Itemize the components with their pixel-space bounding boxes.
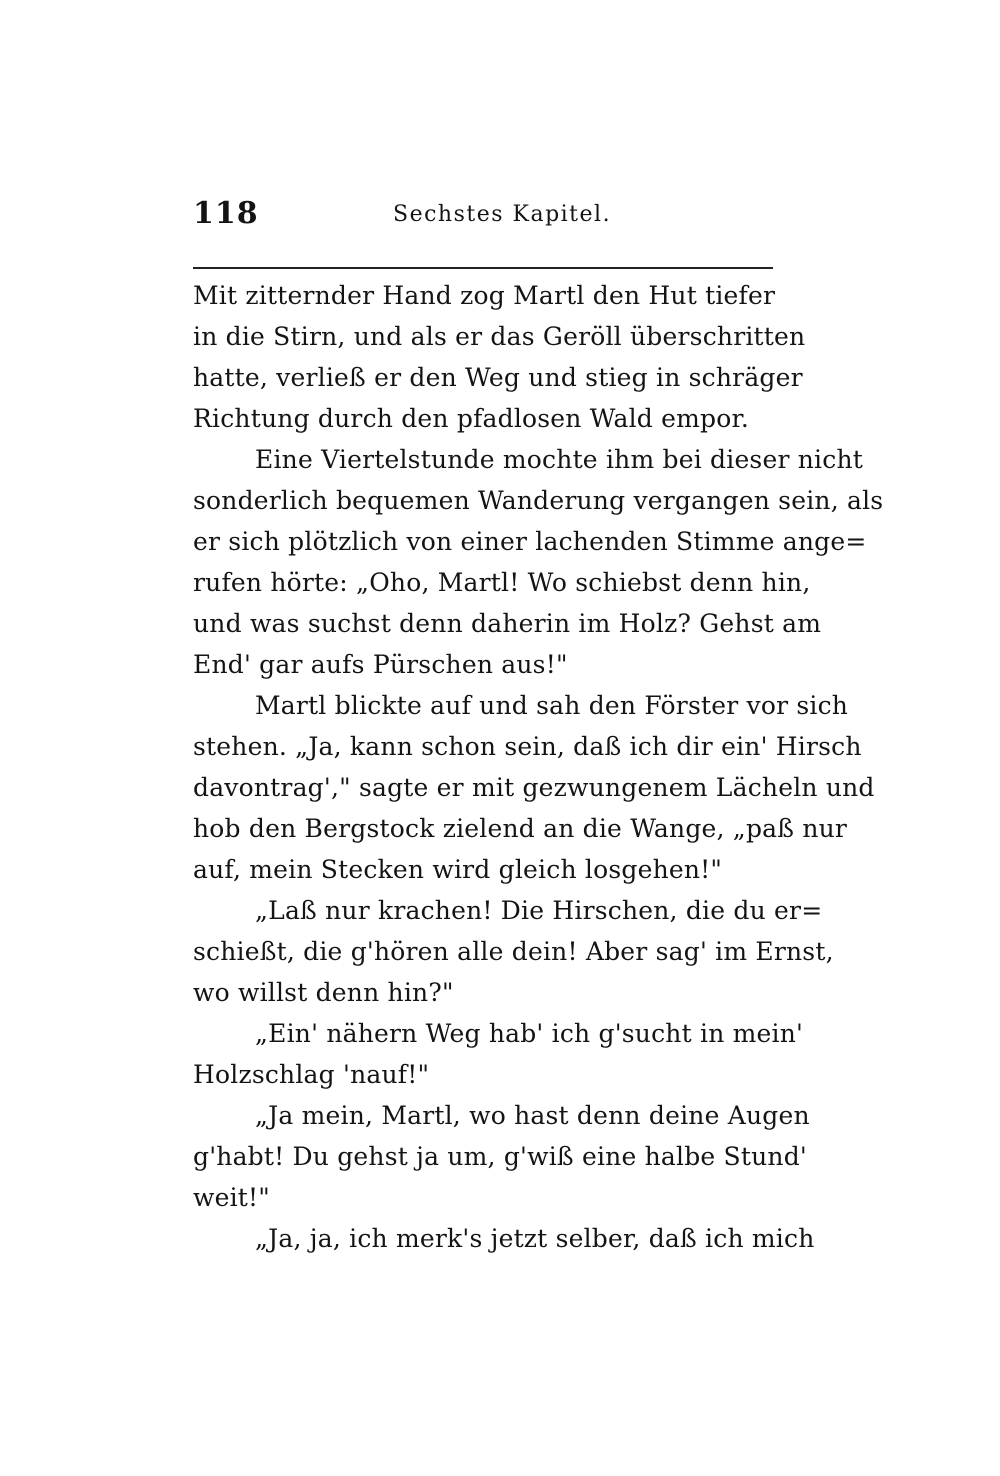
text-line: wo willst denn hin?" [193, 978, 454, 1007]
text-line: „Ja, ja, ich merk's jetzt selber, daß ich mich [255, 1224, 815, 1253]
text-line: sonderlich bequemen Wanderung vergangen sein, als [193, 486, 884, 515]
text-line: Mit zitternder Hand zog Martl den Hut tiefer [193, 281, 776, 310]
running-head: Sechstes Kapitel. [393, 202, 612, 227]
text-line: er sich plötzlich von einer lachenden Stimme ange= [193, 527, 867, 556]
header-rule [193, 267, 773, 269]
text-line: „Laß nur krachen! Die Hirschen, die du er= [255, 896, 823, 925]
page-number: 118 [193, 196, 259, 231]
text-line: „Ein' nähern Weg hab' ich g'sucht in mein' [255, 1019, 804, 1048]
body-text [193, 275, 884, 1259]
text-line: auf, mein Stecken wird gleich losgehen!" [193, 855, 723, 884]
text-line: Eine Viertelstunde mochte ihm bei dieser nicht [255, 445, 864, 474]
text-line: „Ja mein, Martl, wo hast denn deine Augen [255, 1101, 810, 1130]
text-line: Richtung durch den pfadlosen Wald empor. [193, 404, 750, 433]
text-line: rufen hörte: „Oho, Martl! Wo schiebst denn hin, [193, 568, 811, 597]
text-line: Holzschlag 'nauf!" [193, 1060, 430, 1089]
text-line: schießt, die g'hören alle dein! Aber sag' im Ernst, [193, 937, 834, 966]
text-line: in die Stirn, und als er das Geröll überschritten [193, 322, 806, 351]
text-line: stehen. „Ja, kann schon sein, daß ich dir ein' Hirsch [193, 732, 862, 761]
text-line: davontrag'," sagte er mit gezwungenem Lächeln und [193, 773, 875, 802]
text-line: End' gar aufs Pürschen aus!" [193, 650, 568, 679]
text-line: hob den Bergstock zielend an die Wange, „paß nur [193, 814, 848, 843]
text-line: weit!" [193, 1183, 270, 1212]
text-line: hatte, verließ er den Weg und stieg in schräger [193, 363, 803, 392]
text-line: Martl blickte auf und sah den Förster vor sich [255, 691, 849, 720]
text-line: g'habt! Du gehst ja um, g'wiß eine halbe Stund' [193, 1142, 807, 1171]
text-line: und was suchst denn daherin im Holz? Gehst am [193, 609, 822, 638]
page-header [193, 196, 773, 236]
